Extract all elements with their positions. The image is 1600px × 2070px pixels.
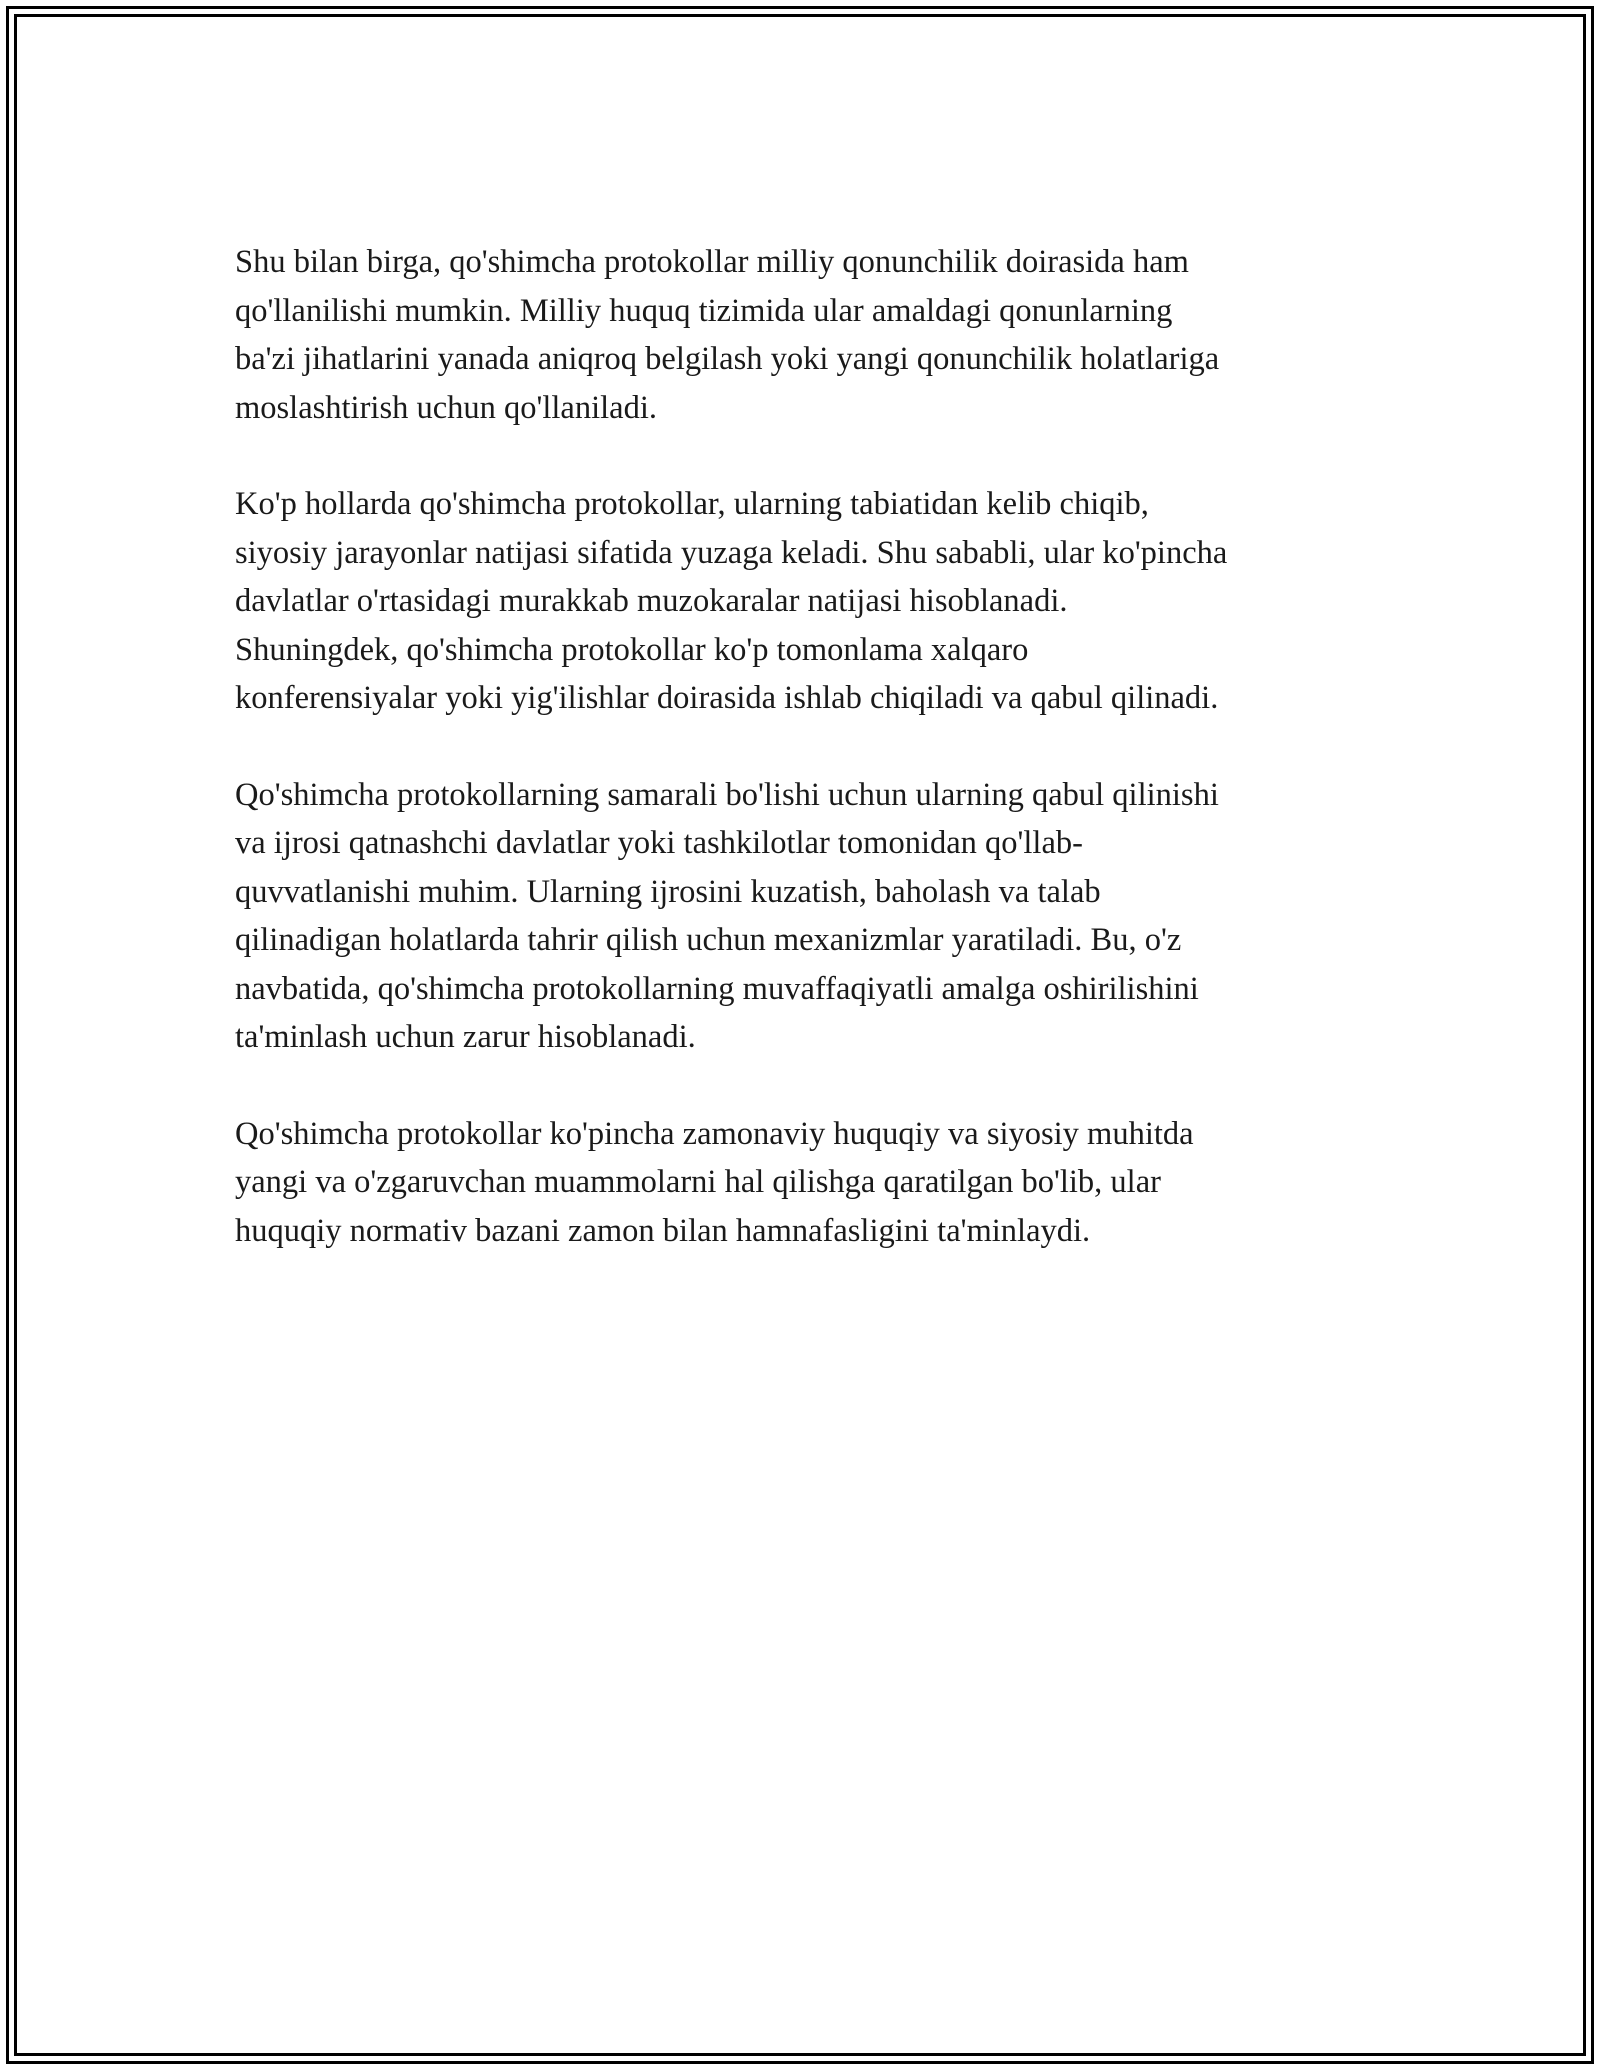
- paragraph-2: Ko'p hollarda qo'shimcha protokollar, ularning tabiatidan kelib chiqib, siyosiy jarayonlar natijasi sifatida yuzaga keladi. Shu sababli, ular ko'pincha davlatlar o'rtasidagi murakkab muzokaralar natijasi hisoblanadi. Shuningdek, qo'shimcha protokollar ko'p tomonlama xalqaro konferensiyalar yoki yig'ilishlar doirasida ishlab chiqiladi va qabul qilinadi.: [235, 486, 1228, 716]
- document-body: [235, 238, 1375, 1303]
- paragraph-3: Qo'shimcha protokollarning samarali bo'lishi uchun ularning qabul qilinishi va ijrosi qatnashchi davlatlar yoki tashkilotlar tomonidan qo'llab- quvvatlanishi muhim. Ularning ijrosini kuzatish, baholash va talab qilinadigan holatlarda tahrir qilish uchun mexanizmlar yaratiladi. Bu, o'z navbatida, qo'shimcha protokollarning muvaffaqiyatli amalga oshirilishini ta'minlash uchun zarur hisoblanadi.: [235, 776, 1219, 1055]
- paragraph-1: Shu bilan birga, qo'shimcha protokollar milliy qonunchilik doirasida ham qo'llanilishi mumkin. Milliy huquq tizimida ular amaldagi qonunlarning ba'zi jihatlarini yanada aniqroq belgilash yoki yangi qonunchilik holatlariga moslashtirish uchun qo'llaniladi.: [235, 244, 1220, 426]
- page-frame-outer: [6, 6, 1594, 2064]
- paragraph-4: Qo'shimcha protokollar ko'pincha zamonaviy huquqiy va siyosiy muhitda yangi va o'zgaruvchan muammolarni hal qilishga qaratilgan bo'lib, ular huquqiy normativ bazani zamon bilan hamnafasligini ta'minlaydi.: [235, 1115, 1194, 1249]
